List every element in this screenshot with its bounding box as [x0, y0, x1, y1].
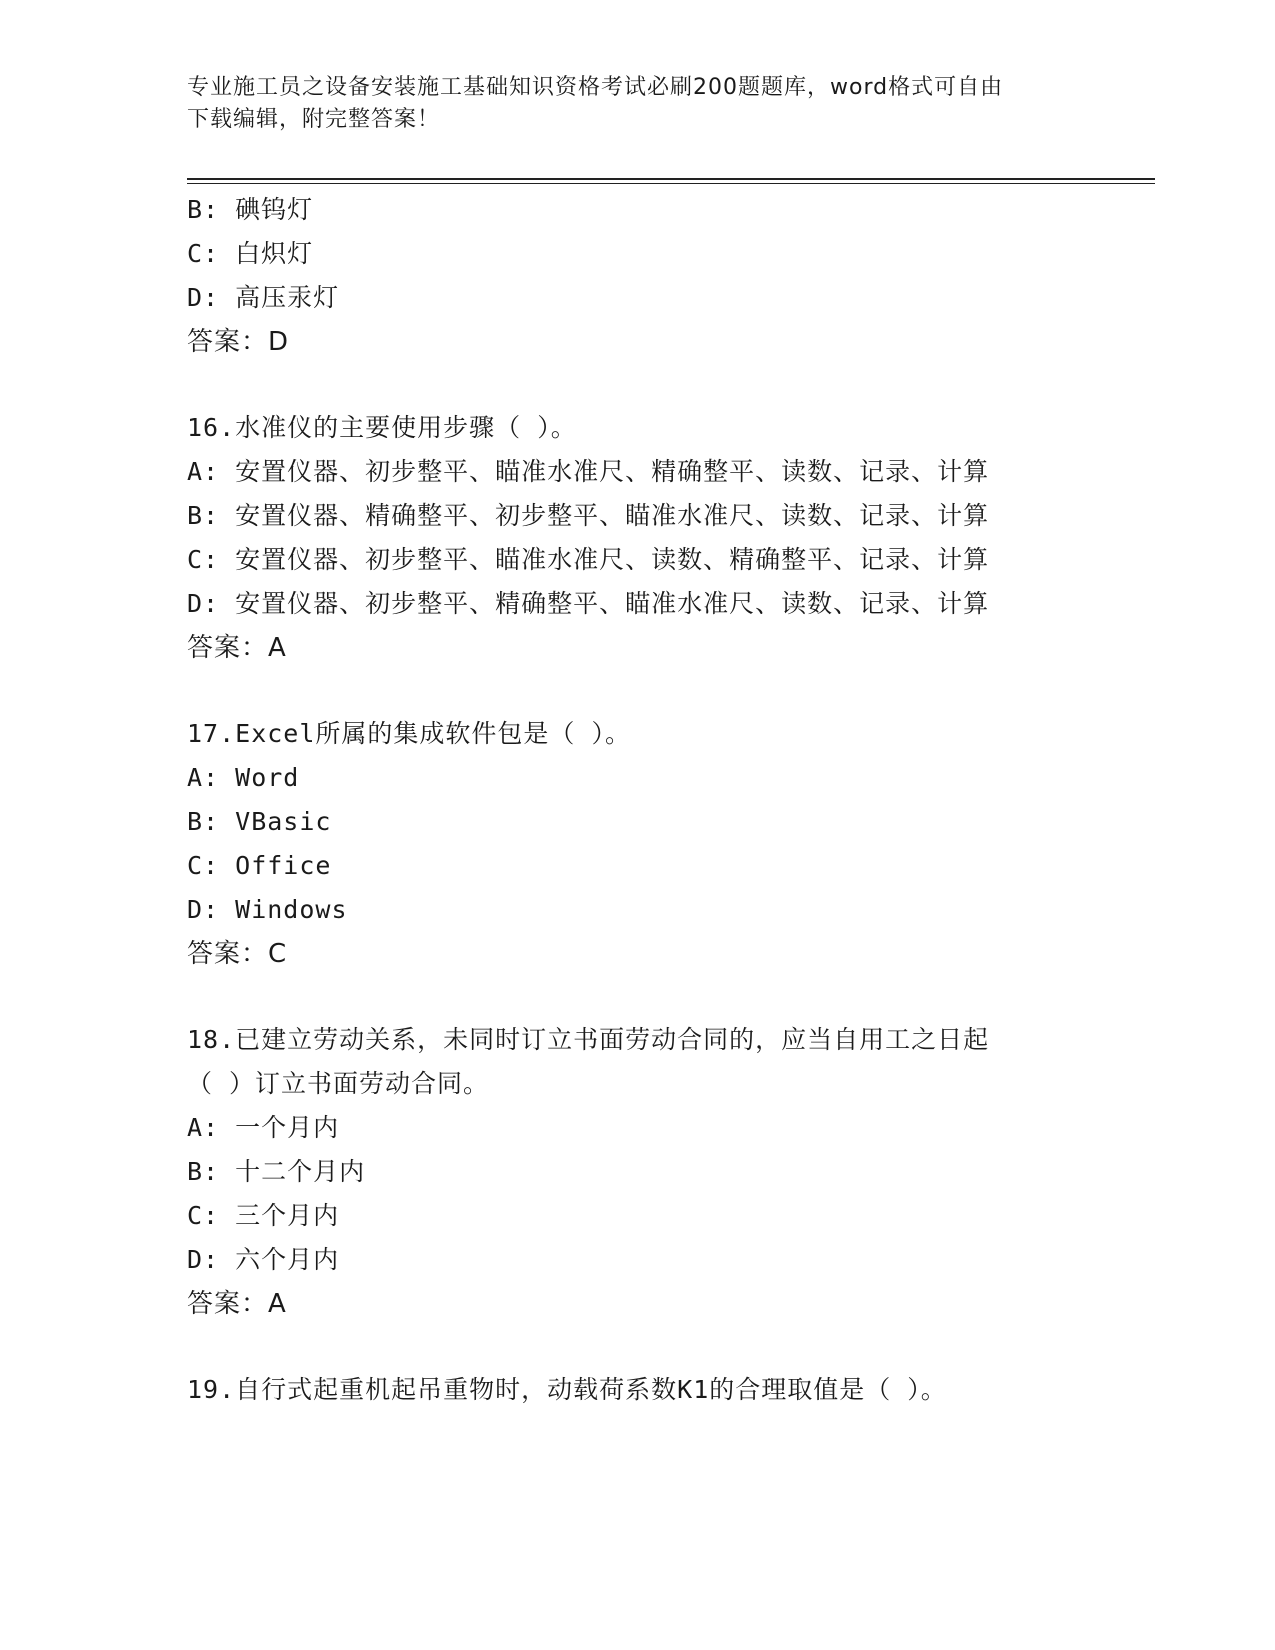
q15-option-d: D: 高压汞灯: [187, 283, 340, 312]
header-line-1: 专业施工员之设备安装施工基础知识资格考试必刷200题题库，word格式可自由: [187, 75, 1004, 100]
q16-option-c: C: 安置仪器、初步整平、瞄准水准尺、读数、精确整平、记录、计算: [187, 545, 990, 574]
q18-question-line-2: （ ）订立书面劳动合同。: [187, 1069, 490, 1098]
q18-option-c: C: 三个月内: [187, 1201, 340, 1230]
q18-option-b: B: 十二个月内: [187, 1157, 366, 1186]
q15-option-c: C: 白炽灯: [187, 239, 314, 268]
q16-question: 16.水准仪的主要使用步骤（ ）。: [187, 413, 577, 442]
header-line-2: 下载编辑，附完整答案！: [187, 107, 441, 132]
q18-answer: 答案：A: [187, 1289, 287, 1319]
header-divider-top: [187, 178, 1155, 180]
q17-option-d: D: Windows: [187, 895, 348, 924]
q15-option-b: B: 碘钨灯: [187, 195, 314, 224]
q17-option-b: B: VBasic: [187, 807, 332, 836]
document-header: [187, 72, 1087, 136]
q16-option-b: B: 安置仪器、精确整平、初步整平、瞄准水准尺、读数、记录、计算: [187, 501, 990, 530]
q18-option-a: A: 一个月内: [187, 1113, 340, 1142]
q17-option-c: C: Office: [187, 851, 332, 880]
header-divider-bottom: [187, 183, 1155, 184]
q18-question-line-1: 18.已建立劳动关系，未同时订立书面劳动合同的，应当自用工之日起: [187, 1025, 990, 1054]
q16-option-d: D: 安置仪器、初步整平、精确整平、瞄准水准尺、读数、记录、计算: [187, 589, 990, 618]
q17-option-a: A: Word: [187, 763, 300, 792]
q15-answer: 答案：D: [187, 327, 290, 357]
q17-question: 17.Excel所属的集成软件包是（ ）。: [187, 719, 631, 748]
q16-answer: 答案：A: [187, 633, 287, 663]
q19-question: 19.自行式起重机起吊重物时，动载荷系数K1的合理取值是（ ）。: [187, 1375, 947, 1404]
q17-answer: 答案：C: [187, 939, 288, 969]
q18-option-d: D: 六个月内: [187, 1245, 340, 1274]
q16-option-a: A: 安置仪器、初步整平、瞄准水准尺、精确整平、读数、记录、计算: [187, 457, 990, 486]
